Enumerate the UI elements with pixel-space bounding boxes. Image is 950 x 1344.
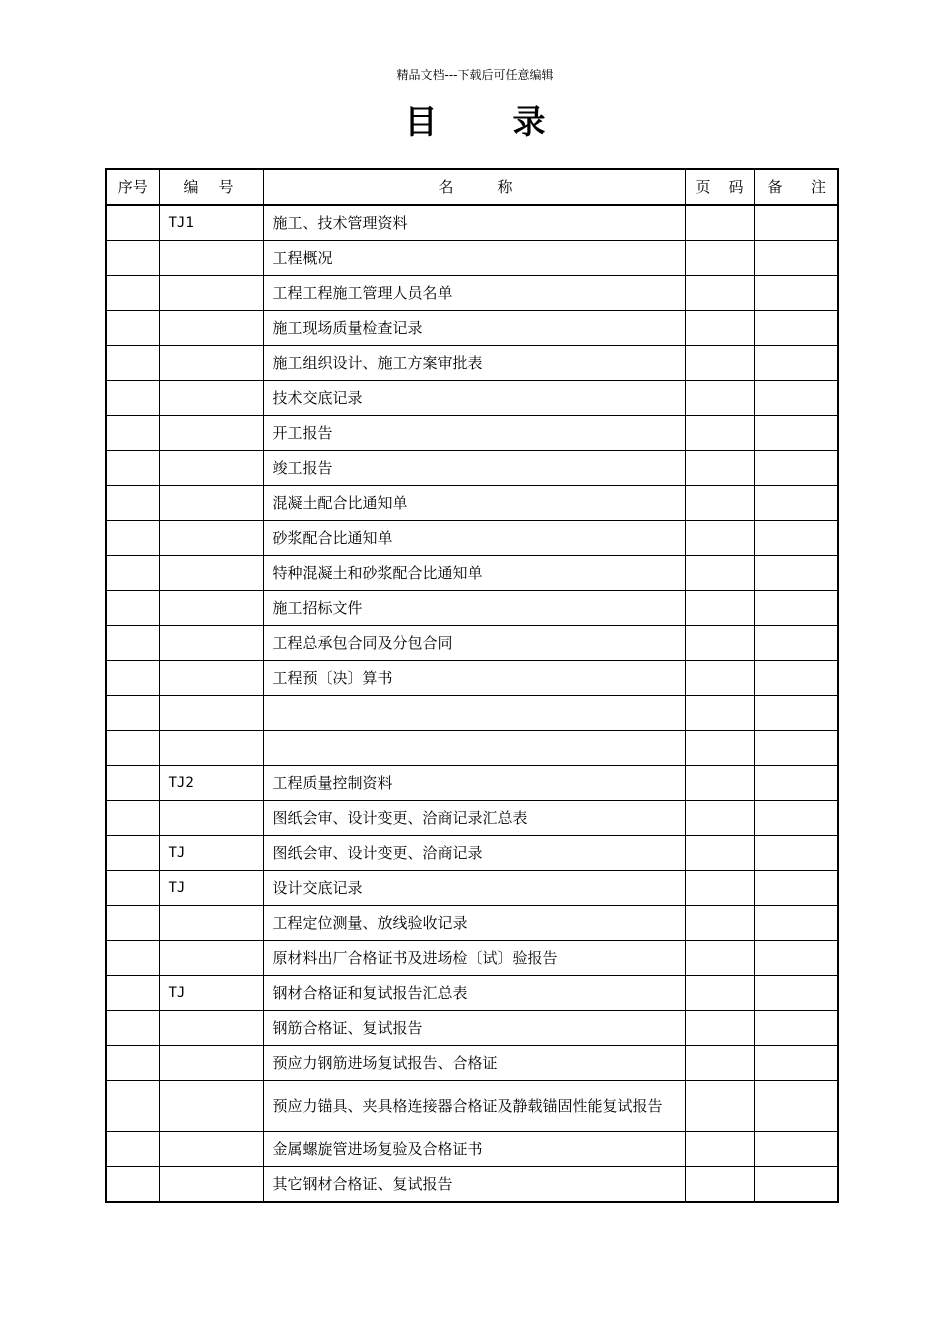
seq-cell [106, 661, 159, 696]
code-cell [159, 626, 263, 661]
page-cell [685, 976, 754, 1011]
header-seq: 序号 [106, 169, 159, 205]
table-row [106, 871, 838, 906]
seq-cell [106, 311, 159, 346]
page-cell [685, 1046, 754, 1081]
note-cell [754, 276, 838, 311]
seq-cell [106, 941, 159, 976]
note-cell [754, 801, 838, 836]
code-cell [159, 1011, 263, 1046]
name-cell: 施工招标文件 [263, 591, 685, 626]
table-row [106, 241, 838, 276]
code-cell [159, 591, 263, 626]
table-body [106, 205, 838, 1202]
table-row [106, 381, 838, 416]
code-cell [159, 1046, 263, 1081]
name-cell: 预应力钢筋进场复试报告、合格证 [263, 1046, 685, 1081]
table-row [106, 836, 838, 871]
table-row [106, 1081, 838, 1132]
seq-cell [106, 626, 159, 661]
table-row [106, 1167, 838, 1203]
page-cell [685, 451, 754, 486]
code-cell [159, 1081, 263, 1132]
note-cell [754, 521, 838, 556]
code-cell [159, 1167, 263, 1203]
table-row [106, 1011, 838, 1046]
code-cell [159, 906, 263, 941]
code-cell [159, 556, 263, 591]
seq-cell [106, 591, 159, 626]
name-cell: 施工现场质量检查记录 [263, 311, 685, 346]
page-cell [685, 556, 754, 591]
note-cell [754, 346, 838, 381]
name-cell: 施工、技术管理资料 [263, 205, 685, 241]
name-cell: 砂浆配合比通知单 [263, 521, 685, 556]
page-cell [685, 1132, 754, 1167]
seq-cell [106, 1132, 159, 1167]
table-row [106, 941, 838, 976]
seq-cell [106, 416, 159, 451]
code-cell [159, 801, 263, 836]
name-cell: 混凝土配合比通知单 [263, 486, 685, 521]
code-cell [159, 1132, 263, 1167]
table-row [106, 661, 838, 696]
code-cell [159, 381, 263, 416]
note-cell [754, 836, 838, 871]
code-cell [159, 311, 263, 346]
page-cell [685, 591, 754, 626]
note-cell [754, 941, 838, 976]
name-cell: 钢材合格证和复试报告汇总表 [263, 976, 685, 1011]
page-cell [685, 416, 754, 451]
page-cell [685, 346, 754, 381]
code-cell: TJ [159, 871, 263, 906]
seq-cell [106, 871, 159, 906]
table-row [106, 486, 838, 521]
code-cell [159, 696, 263, 731]
note-cell [754, 205, 838, 241]
header-code: 编 号 [159, 169, 263, 205]
page-cell [685, 801, 754, 836]
page-cell [685, 241, 754, 276]
table-row [106, 205, 838, 241]
note-cell [754, 1167, 838, 1203]
name-cell: 设计交底记录 [263, 871, 685, 906]
seq-cell [106, 276, 159, 311]
seq-cell [106, 381, 159, 416]
seq-cell [106, 696, 159, 731]
note-cell [754, 416, 838, 451]
page-cell [685, 276, 754, 311]
note-cell [754, 1046, 838, 1081]
seq-cell [106, 1167, 159, 1203]
note-cell [754, 731, 838, 766]
code-cell [159, 241, 263, 276]
seq-cell [106, 976, 159, 1011]
name-cell: 特种混凝土和砂浆配合比通知单 [263, 556, 685, 591]
seq-cell [106, 451, 159, 486]
code-cell [159, 416, 263, 451]
table-row [106, 521, 838, 556]
table-row [106, 1132, 838, 1167]
page-cell [685, 696, 754, 731]
table-row [106, 311, 838, 346]
page-cell [685, 871, 754, 906]
name-cell: 工程定位测量、放线验收记录 [263, 906, 685, 941]
page-title [0, 100, 950, 144]
seq-cell [106, 766, 159, 801]
seq-cell [106, 1046, 159, 1081]
table-row [106, 346, 838, 381]
note-cell [754, 591, 838, 626]
header-page: 页 码 [685, 169, 754, 205]
page-cell [685, 906, 754, 941]
table-row [106, 906, 838, 941]
page-cell [685, 381, 754, 416]
seq-cell [106, 1081, 159, 1132]
note-cell [754, 766, 838, 801]
name-cell: 预应力锚具、夹具格连接器合格证及静载锚固性能复试报告 [263, 1081, 685, 1132]
name-cell: 图纸会审、设计变更、洽商记录 [263, 836, 685, 871]
page-cell [685, 486, 754, 521]
page-cell [685, 941, 754, 976]
note-cell [754, 556, 838, 591]
name-cell: 施工组织设计、施工方案审批表 [263, 346, 685, 381]
page-title-right: 录 [512, 102, 546, 141]
watermark-text: 精品文档---下载后可任意编辑 [396, 68, 554, 82]
name-cell: 其它钢材合格证、复试报告 [263, 1167, 685, 1203]
seq-cell [106, 906, 159, 941]
table-row [106, 451, 838, 486]
note-cell [754, 696, 838, 731]
name-cell: 原材料出厂合格证书及进场检〔试〕验报告 [263, 941, 685, 976]
note-cell [754, 381, 838, 416]
table-row [106, 696, 838, 731]
contents-table [105, 168, 839, 1203]
seq-cell [106, 205, 159, 241]
page-cell [685, 521, 754, 556]
code-cell: TJ [159, 976, 263, 1011]
note-cell [754, 906, 838, 941]
note-cell [754, 1081, 838, 1132]
seq-cell [106, 346, 159, 381]
page-cell [685, 766, 754, 801]
page-cell [685, 836, 754, 871]
name-cell [263, 696, 685, 731]
name-cell: 竣工报告 [263, 451, 685, 486]
code-cell [159, 731, 263, 766]
page-cell [685, 311, 754, 346]
code-cell: TJ2 [159, 766, 263, 801]
table-row [106, 416, 838, 451]
table-row [106, 976, 838, 1011]
header-name: 名 称 [263, 169, 685, 205]
name-cell: 工程总承包合同及分包合同 [263, 626, 685, 661]
seq-cell [106, 241, 159, 276]
name-cell: 工程工程施工管理人员名单 [263, 276, 685, 311]
code-cell: TJ1 [159, 205, 263, 241]
page-cell [685, 731, 754, 766]
name-cell: 钢筋合格证、复试报告 [263, 1011, 685, 1046]
name-cell: 工程质量控制资料 [263, 766, 685, 801]
note-cell [754, 871, 838, 906]
page-cell [685, 1167, 754, 1203]
table-row [106, 556, 838, 591]
page-cell [685, 1081, 754, 1132]
name-cell: 工程概况 [263, 241, 685, 276]
seq-cell [106, 556, 159, 591]
seq-cell [106, 731, 159, 766]
name-cell: 图纸会审、设计变更、洽商记录汇总表 [263, 801, 685, 836]
code-cell [159, 661, 263, 696]
seq-cell [106, 836, 159, 871]
page-cell [685, 1011, 754, 1046]
page-cell [685, 626, 754, 661]
table-row [106, 801, 838, 836]
note-cell [754, 451, 838, 486]
code-cell [159, 346, 263, 381]
table-row [106, 591, 838, 626]
header-note: 备 注 [754, 169, 838, 205]
table-header-row [106, 169, 838, 205]
note-cell [754, 486, 838, 521]
seq-cell [106, 486, 159, 521]
note-cell [754, 976, 838, 1011]
seq-cell [106, 521, 159, 556]
table-row [106, 766, 838, 801]
seq-cell [106, 801, 159, 836]
table-row [106, 731, 838, 766]
name-cell [263, 731, 685, 766]
table-row [106, 626, 838, 661]
note-cell [754, 1132, 838, 1167]
table-row [106, 1046, 838, 1081]
code-cell: TJ [159, 836, 263, 871]
page-cell [685, 661, 754, 696]
page-title-left: 目 [404, 102, 438, 141]
note-cell [754, 1011, 838, 1046]
seq-cell [106, 1011, 159, 1046]
code-cell [159, 451, 263, 486]
code-cell [159, 521, 263, 556]
name-cell: 技术交底记录 [263, 381, 685, 416]
page-cell [685, 205, 754, 241]
name-cell: 开工报告 [263, 416, 685, 451]
note-cell [754, 241, 838, 276]
code-cell [159, 941, 263, 976]
name-cell: 金属螺旋管进场复验及合格证书 [263, 1132, 685, 1167]
code-cell [159, 486, 263, 521]
code-cell [159, 276, 263, 311]
note-cell [754, 661, 838, 696]
note-cell [754, 311, 838, 346]
name-cell: 工程预〔决〕算书 [263, 661, 685, 696]
note-cell [754, 626, 838, 661]
table-row [106, 276, 838, 311]
